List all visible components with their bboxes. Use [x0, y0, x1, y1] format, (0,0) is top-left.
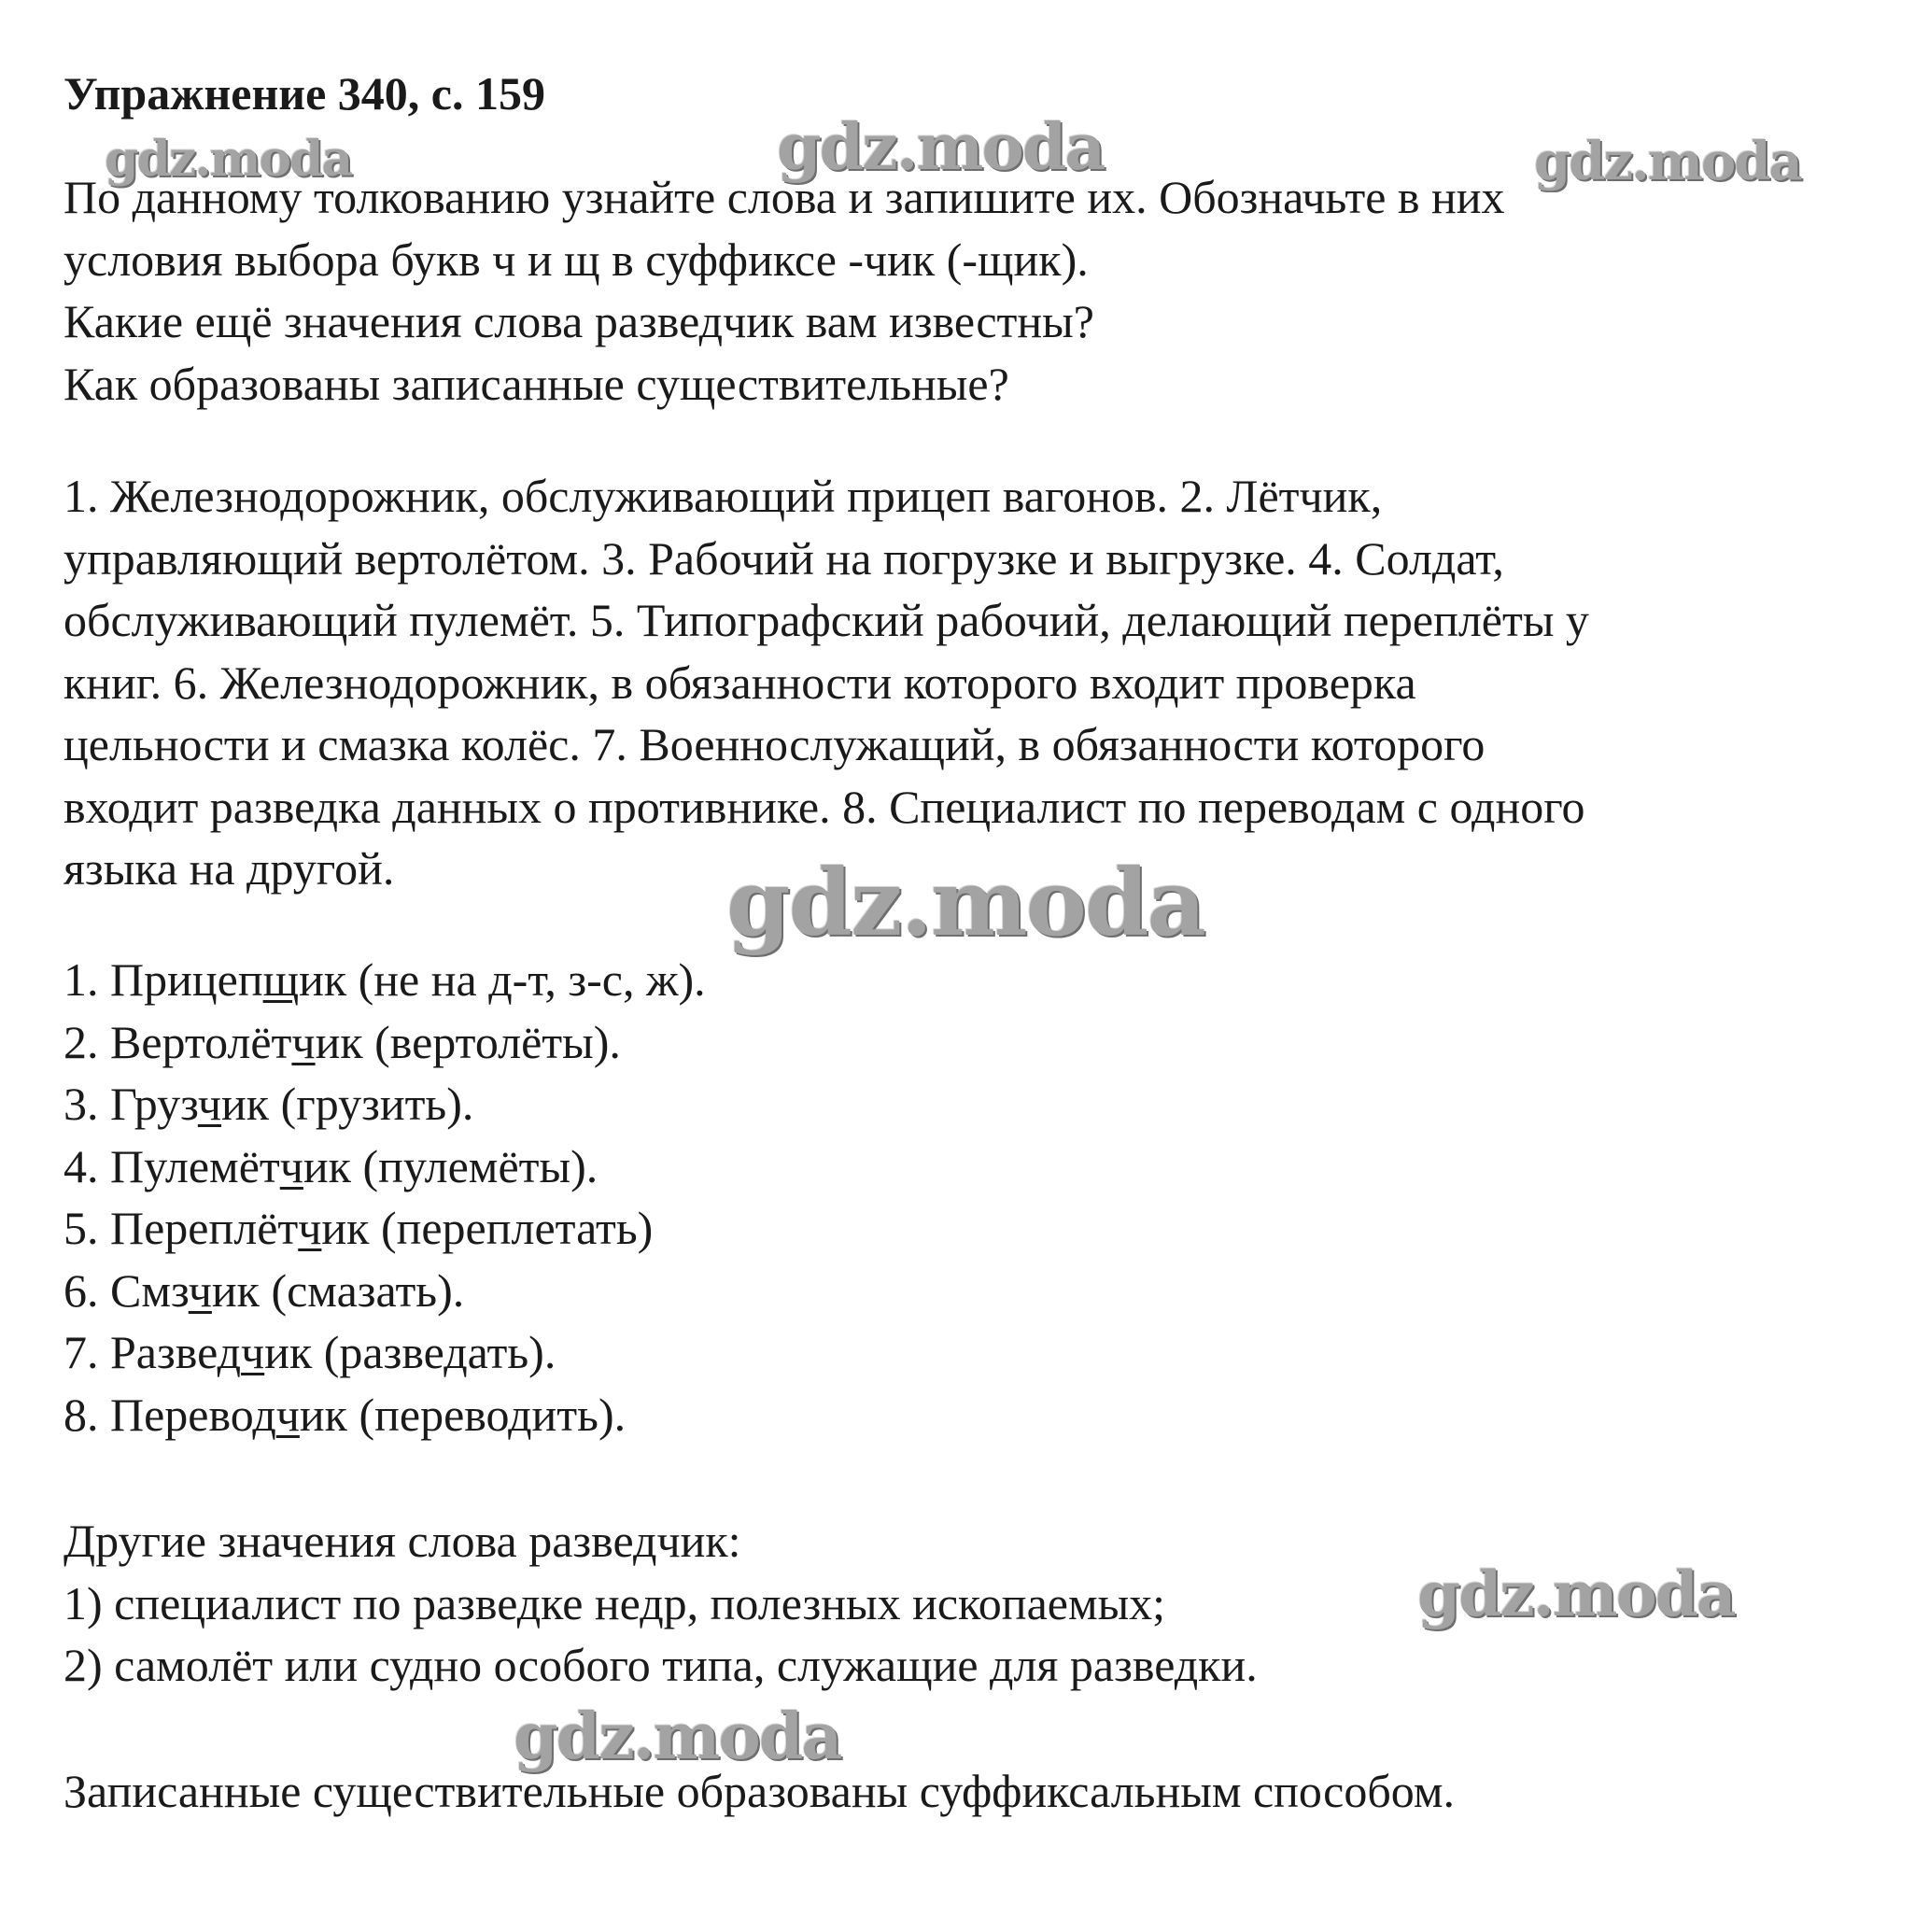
definition-line: входит разведка данных о противнике. 8. Специалист по переводам с одного [63, 780, 1585, 833]
underlined-letter: щ [262, 953, 300, 1006]
definition-line: обслуживающий пулемёт. 5. Типографский рабочий, делающий переплёты у [63, 594, 1589, 646]
definition-line: цельности и смазка колёс. 7. Военнослужащий, в обязанности которого [63, 718, 1486, 770]
definition-line: 1. Железнодорожник, обслуживающий прицеп вагонов. 2. Лётчик, [63, 470, 1383, 522]
definition-line: управляющий вертолётом. 3. Рабочий на погрузке и выгрузке. 4. Солдат, [63, 531, 1504, 585]
watermark: gdz.moda [1417, 1558, 1735, 1630]
definition-line: языка на другой. [63, 842, 395, 895]
meaning-item: 2) самолёт или судно особого типа, служащие для разведки. [63, 1639, 1258, 1691]
watermark: gdz.moda [777, 110, 1105, 185]
watermark: gdz.moda [1534, 131, 1801, 192]
answer-item: 5. Переплётчик (переплетать) [63, 1202, 654, 1254]
answer-item: 2. Вертолётчик (вертолёты). [63, 1015, 621, 1068]
conclusion-line: Записанные существительные образованы суффиксальным способом. [63, 1765, 1455, 1817]
underlined-letter: ч [241, 1326, 265, 1378]
underlined-letter: ч [291, 1015, 316, 1068]
answer-item: 7. Разведчик (разведать). [63, 1326, 556, 1378]
answer-item: 1. Прицепщик (не на д-т, з-с, ж). [63, 953, 706, 1006]
task-line: Как образованы записанные существительные? [63, 357, 1009, 410]
task-line: Какие ещё значения слова разведчик вам известны? [63, 295, 1094, 347]
underlined-letter: ч [197, 1078, 222, 1130]
other-meanings [63, 1510, 1258, 1697]
watermark: gdz.moda [105, 131, 352, 188]
task-line: условия выбора букв ч и щ в суффиксе -чик (-щик). [63, 233, 1089, 286]
underlined-letter: ч [275, 1388, 300, 1441]
conclusion-text [63, 1760, 1455, 1823]
meanings-heading: Другие значения слова разведчик: [63, 1515, 741, 1567]
underlined-letter: ч [188, 1263, 212, 1317]
watermark: gdz.moda [726, 850, 1204, 957]
underlined-letter: ч [279, 1139, 303, 1192]
watermark: gdz.moda [514, 1699, 841, 1774]
task-text [63, 166, 1505, 415]
answers-list [63, 949, 706, 1445]
definition-line: книг. 6. Железнодорожник, в обязанности которого входит проверка [63, 656, 1416, 709]
answer-item: 6. Смзчик (смазать). [63, 1263, 465, 1317]
answer-item: 8. Переводчик (переводить). [63, 1388, 627, 1441]
meaning-item: 1) специалист по разведке недр, полезных ископаемых; [63, 1576, 1166, 1629]
definitions-text [63, 465, 1589, 900]
underlined-letter: ч [298, 1202, 322, 1254]
answer-item: 4. Пулемётчик (пулемёты). [63, 1139, 598, 1192]
task-line: По данному толкованию узнайте слова и запишите их. Обозначьте в них [63, 171, 1505, 223]
exercise-title: Упражнение 340, с. 159 [63, 67, 545, 120]
answer-item: 3. Грузчик (грузить). [63, 1078, 474, 1130]
